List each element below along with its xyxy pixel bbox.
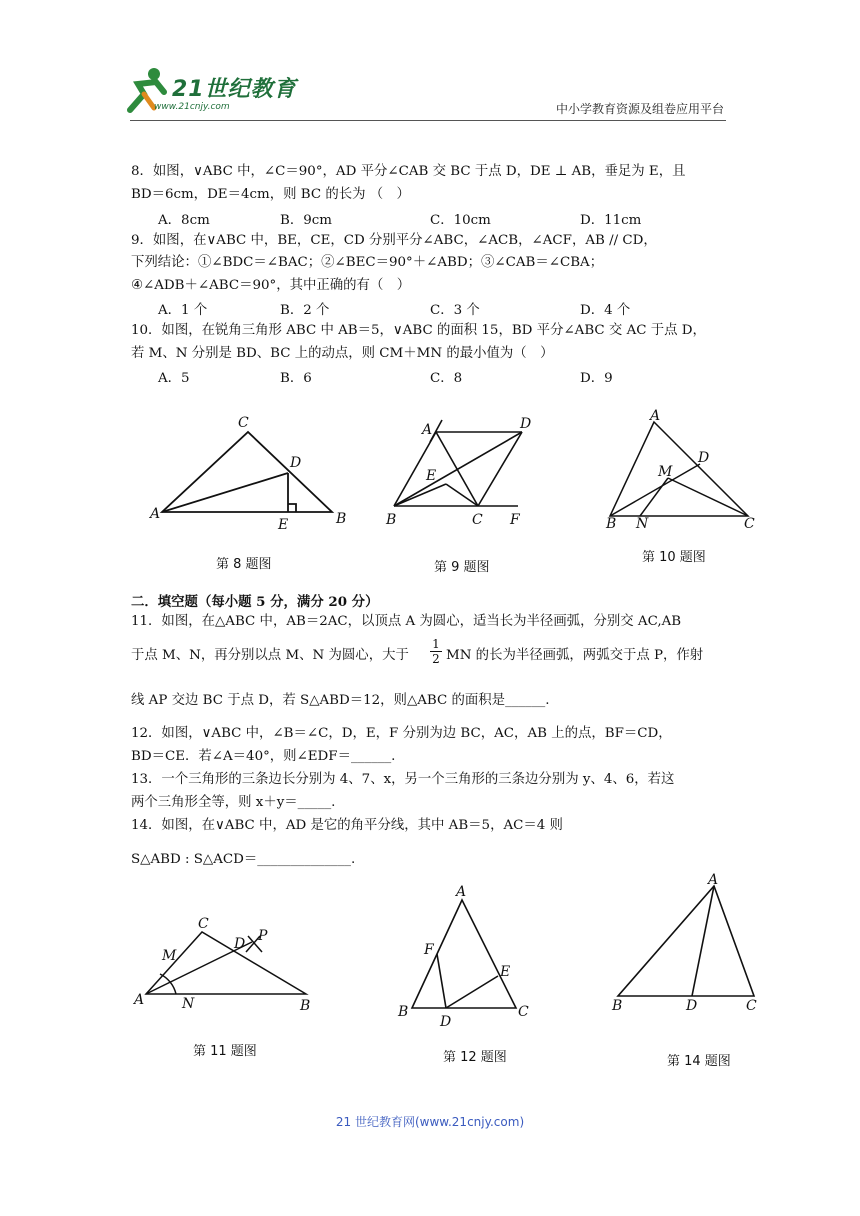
fig8-label-d: D [290, 455, 302, 471]
fig14-label-c: C [746, 998, 757, 1014]
fig9-label-c: C [472, 512, 483, 528]
fig12-label-f: F [424, 942, 434, 958]
fig8-label-e: E [278, 517, 289, 533]
fig12-label-a: A [456, 884, 467, 900]
figure-10 [598, 404, 758, 534]
platform-name: 中小学教育资源及组卷应用平台 [555, 102, 724, 116]
header-divider [130, 120, 726, 121]
footer-link[interactable]: 21 世纪教育网(www.21cnjy.com) [335, 1115, 525, 1129]
q12-line1: 12．如图，∨ABC 中，∠B＝∠C，D，E，F 分别为边 BC，AC，AB 上的点，BF＝CD， [131, 726, 672, 741]
q14-line1: 14．如图，在∨ABC 中，AD 是它的角平分线，其中 AB＝5，AC＝4 则 [131, 818, 563, 833]
fig8-label-c: C [238, 415, 249, 431]
q10-line2: 若 M、N 分别是 BD、BC 上的动点，则 CM＋MN 的最小值为（ ） [131, 346, 554, 361]
q11-line2a: 于点 M、N，再分别以点 M、N 为圆心，大于 [131, 648, 409, 663]
fig10-label-n: N [636, 516, 649, 532]
q8-option-b: B．9cm [280, 213, 332, 228]
caption-fig8: 第 8 题图 [216, 557, 272, 572]
q9-line2: 下列结论：①∠BDC＝∠BAC；②∠BEC＝90°＋∠ABD；③∠CAB＝∠CBA； [131, 255, 604, 270]
fig8-label-a: A [150, 506, 161, 522]
fig9-label-b: B [386, 512, 397, 528]
q9-line3: ④∠ADB＋∠ABC＝90°，其中正确的有（ ） [131, 278, 411, 293]
q9-option-b: B．2 个 [280, 303, 330, 318]
fig12-label-c: C [518, 1004, 529, 1020]
figure-11 [128, 912, 328, 1022]
q9-line1: 9．如图，在∨ABC 中，BE，CE，CD 分别平分∠ABC，∠ACB，∠ACF，AB // CD， [131, 233, 657, 248]
fig10-label-b: B [606, 516, 617, 532]
q10-option-d: D．9 [580, 371, 613, 386]
q8-option-a: A．8cm [158, 213, 210, 228]
caption-fig11: 第 11 题图 [193, 1044, 257, 1059]
caption-fig9: 第 9 题图 [434, 560, 490, 575]
fig9-label-a: A [422, 422, 433, 438]
logo-text: 21世纪教育 [172, 77, 297, 102]
fig9-label-f: F [510, 512, 520, 528]
q11-line3: 线 AP 交边 BC 于点 D，若 S△ABD＝12，则△ABC 的面积是______. [131, 693, 550, 708]
fig14-label-b: B [612, 998, 623, 1014]
fig10-label-c: C [744, 516, 755, 532]
fig12-label-d: D [440, 1014, 452, 1030]
q8-option-c: C．10cm [430, 213, 491, 228]
fig11-label-c: C [198, 916, 209, 932]
q9-option-d: D．4 个 [580, 303, 631, 318]
fig11-label-n: N [182, 996, 195, 1012]
fig14-label-d: D [686, 998, 698, 1014]
figure-9 [380, 412, 540, 532]
fig10-label-a: A [650, 408, 661, 424]
q11-fraction [430, 637, 442, 666]
figure-14 [606, 868, 776, 1018]
q8-option-d: D．11cm [580, 213, 642, 228]
fig11-label-p: P [258, 928, 268, 944]
q12-line2: BD＝CE．若∠A＝40°，则∠EDF＝______. [131, 749, 396, 764]
q9-option-a: A．1 个 [158, 303, 208, 318]
q9-option-c: C．3 个 [430, 303, 480, 318]
q8-line1: 8．如图，∨ABC 中，∠C＝90°，AD 平分∠CAB 交 BC 于点 D，DE ⊥ AB，垂足为 E，且 [131, 164, 686, 179]
fig11-label-d: D [234, 936, 246, 952]
fig11-label-m: M [162, 948, 177, 964]
caption-fig10: 第 10 题图 [642, 550, 706, 565]
fig10-label-d: D [698, 450, 710, 466]
fig12-label-e: E [500, 964, 511, 980]
fig10-label-m: M [658, 464, 673, 480]
fig8-label-b: B [336, 511, 347, 527]
fig14-label-a: A [708, 872, 719, 888]
site-logo [120, 64, 320, 120]
q11-fraction-denominator: 2 [432, 652, 440, 666]
q13-line2: 两个三角形全等，则 x＋y＝_____. [131, 795, 336, 810]
fig11-label-b: B [300, 998, 311, 1014]
caption-fig14: 第 14 题图 [667, 1054, 731, 1069]
fig11-label-a: A [134, 992, 145, 1008]
q13-line1: 13．一个三角形的三条边长分别为 4、7、x，另一个三角形的三条边分别为 y、4、6，若这 [131, 772, 675, 787]
q10-option-c: C．8 [430, 371, 463, 386]
q10-line1: 10．如图，在锐角三角形 ABC 中 AB＝5，∨ABC 的面积 15，BD 平分∠ABC 交 AC 于点 D， [131, 323, 706, 338]
logo-url: www.21cnjy.com [154, 102, 230, 112]
q10-option-a: A．5 [158, 371, 190, 386]
q14-line2: S△ABD : S△ACD＝______________. [131, 852, 356, 867]
figure-12 [392, 880, 542, 1030]
fig9-label-d: D [520, 416, 532, 432]
q10-option-b: B．6 [280, 371, 312, 386]
figure-8 [140, 405, 360, 535]
q11-fraction-numerator: 1 [430, 637, 442, 652]
q8-line2: BD＝6cm，DE＝4cm，则 BC 的长为 （ ） [131, 187, 410, 202]
q11-line2b: MN 的长为半径画弧，两弧交于点 P，作射 [446, 648, 704, 663]
fig12-label-b: B [398, 1004, 409, 1020]
section2-title: 二．填空题（每小题 5 分，满分 20 分） [131, 594, 379, 610]
q11-line1: 11．如图，在△ABC 中，AB＝2AC，以顶点 A 为圆心，适当长为半径画弧，分别交 AC,AB [131, 614, 682, 629]
fig9-label-e: E [426, 468, 437, 484]
caption-fig12: 第 12 题图 [443, 1050, 507, 1065]
